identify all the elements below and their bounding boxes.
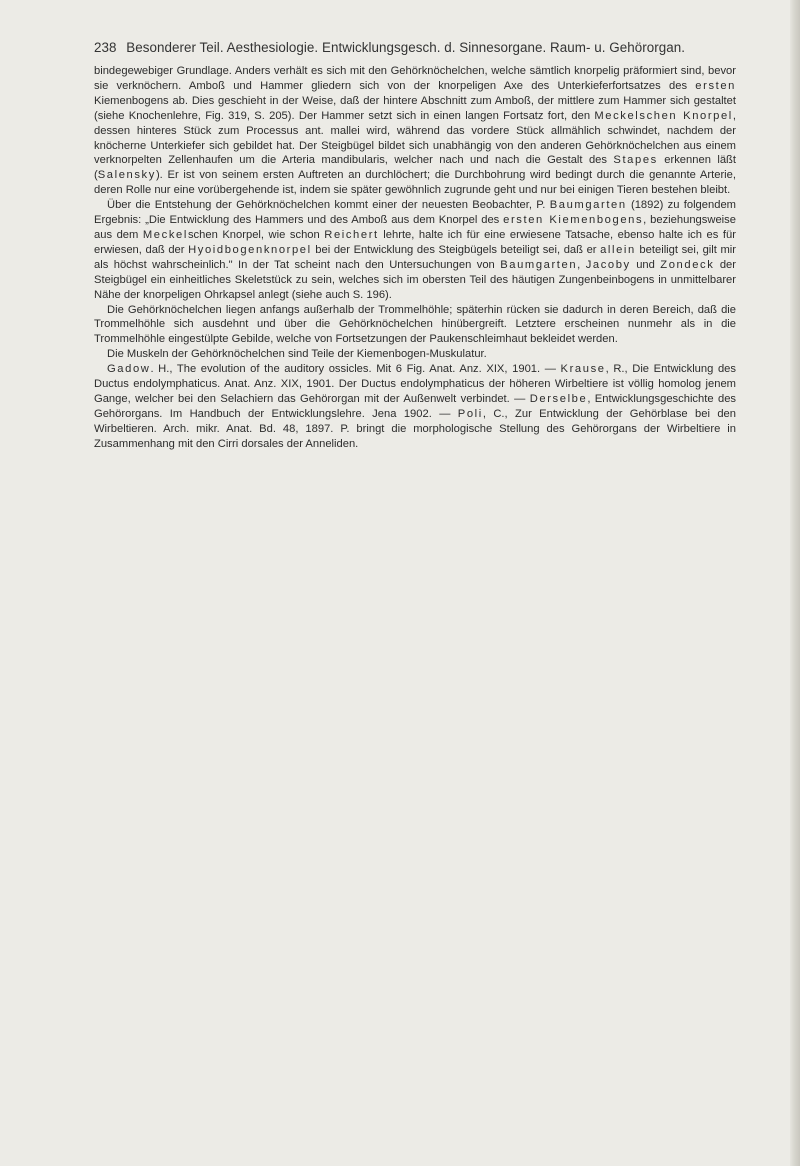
spaced-name: Baumgarten	[549, 199, 627, 212]
spaced-name: Meckel	[142, 228, 188, 241]
text-run: der Steigbügel ein einheitliches Skeletstück zu sein, welches sich im obersten Teil des häutigen Zungenbeinbogens in unmittelbarer Nähe der knorpeligen Ohrkapsel anlegt (siehe auch S. 196).	[94, 258, 737, 301]
text-run: beteiligt sei, gilt mir als höchst wahrscheinlich." In der Tat scheint nach den Untersuchungen von	[94, 243, 737, 271]
spaced-name: Gadow	[107, 363, 151, 376]
text-run: , beziehungsweise aus dem	[94, 214, 736, 241]
body-text	[94, 64, 736, 452]
spaced-name: Baumgarten	[500, 258, 578, 271]
text-run: erkennen läßt (	[94, 154, 736, 182]
text-run: , R., Die Entwicklung des Ductus endolymphaticus. Anat. Anz. XIX, 1901. Der Ductus endolymphaticus der höheren Wirbeltiere ist völlig homolog jenem Gange, welcher bei den Selachiern das Gehörorgan mit der Außenwelt verbindet. —	[94, 363, 736, 405]
page-number: 238	[94, 40, 117, 55]
spaced-name: Hyoidbogenknorpel	[188, 243, 312, 256]
spaced-name: Zondeck	[660, 258, 715, 271]
spaced-name: Meckelschen Knorpel	[594, 109, 733, 122]
spaced-name: ersten Kiemenbogens	[503, 214, 644, 227]
paragraph	[94, 64, 736, 198]
text-run: schen Knorpel, wie schon	[187, 228, 325, 241]
paragraph	[94, 198, 736, 302]
spaced-name: Krause	[560, 363, 606, 376]
paragraph	[94, 347, 736, 362]
spaced-name: Poli	[457, 407, 483, 420]
text-run: ,	[577, 258, 586, 271]
text-run: . H., The evolution of the auditory ossicles. Mit 6 Fig. Anat. Anz. XIX, 1901. —	[150, 363, 561, 376]
text-run: und	[630, 258, 661, 271]
text-run: Über die Entstehung der Gehörknöchelchen kommt einer der neuesten Beobachter, P.	[107, 199, 550, 212]
spaced-name: Salensky	[97, 169, 156, 182]
header-title: Besonderer Teil. Aesthesiologie. Entwicklungsgesch. d. Sinnesorgane. Raum- u. Gehörorgan.	[126, 40, 686, 55]
running-header	[94, 40, 734, 55]
spaced-name: Jacoby	[585, 258, 631, 271]
paragraph	[94, 303, 736, 348]
text-run: , dessen hinteres Stück zum Processus ant. mallei wird, während das vordere Stück allmählich schwindet, nachdem der knöcherne Unterkiefer sich gebildet hat. Der Steigbügel bildet sich unabhängig von den anderen Gehörknöchelchen aus einem verknorpelten Zellenhaufen um die Arteria mandibularis, welcher nach und nach die Gestalt des	[94, 109, 737, 167]
spaced-name: Reichert	[324, 228, 379, 241]
spaced-name: ersten	[695, 79, 736, 92]
text-run: , C., Zur Entwicklung der Gehörblase bei den Wirbeltieren. Arch. mikr. Anat. Bd. 48, 1897. P. bringt die morphologische Stellung des Gehörorgans der Wirbeltiere in Zusammenhang mit den Cirri dorsales der Anneliden.	[94, 407, 736, 450]
text-run: bei der Entwicklung des Steigbügels beteiligt sei, daß er	[311, 243, 601, 256]
page-edge	[790, 0, 800, 1166]
text-run: lehrte, halte ich für eine erwiesene Tatsache, ebenso halte ich es für erwiesen, daß der	[94, 228, 736, 256]
text-run: Die Gehörknöchelchen liegen anfangs außerhalb der Trommelhöhle; späterhin rücken sie dadurch in deren Bereich, daß die Trommelhöhle sich ausdehnt und über die Gehörknöchelchen hinübergreift. Letztere erscheinen nunmehr als in die Trommelhöhle eingestülpte Gebilde, welche von Fortsetzungen der Paukenschleimhaut bekleidet werden.	[94, 303, 736, 346]
spaced-name: Stapes	[613, 154, 658, 167]
spaced-name: allein	[600, 243, 636, 256]
text-run: Die Muskeln der Gehörknöchelchen sind Teile der Kiemenbogen-Muskulatur.	[107, 348, 487, 361]
text-run: , Entwicklungsgeschichte des Gehörorgans. Im Handbuch der Entwicklungslehre. Jena 1902. —	[94, 392, 737, 420]
text-run: Kiemenbogens ab. Dies geschieht in der Weise, daß der hintere Abschnitt zum Amboß, der mittlere zum Hammer sich gestaltet (siehe Knochenlehre, Fig. 319, S. 205). Der Hammer setzt sich in einen langen Fortsatz fort, den	[94, 94, 736, 122]
spaced-name: Derselbe	[529, 392, 588, 405]
text-run: ). Er ist von seinem ersten Auftreten an durchlöchert; die Durchbohrung wird bedingt durch die genannte Arterie, deren Rolle nur eine vorübergehende ist, indem sie später gewöhnlich zugrunde geht und nur bei einigen Tieren bestehen bleibt.	[94, 169, 736, 197]
paragraph	[94, 362, 736, 451]
text-run: bindegewebiger Grundlage. Anders verhält es sich mit den Gehörknöchelchen, welche sämtlich knorpelig präformiert sind, bevor sie verknöchern. Amboß und Hammer gliedern sich von der knorpeligen Axe des Unterkieferfortsatzes des	[94, 65, 736, 92]
text-run: (1892) zu folgendem Ergebnis: „Die Entwicklung des Hammers und des Amboß aus dem Knorpel des	[94, 199, 736, 227]
